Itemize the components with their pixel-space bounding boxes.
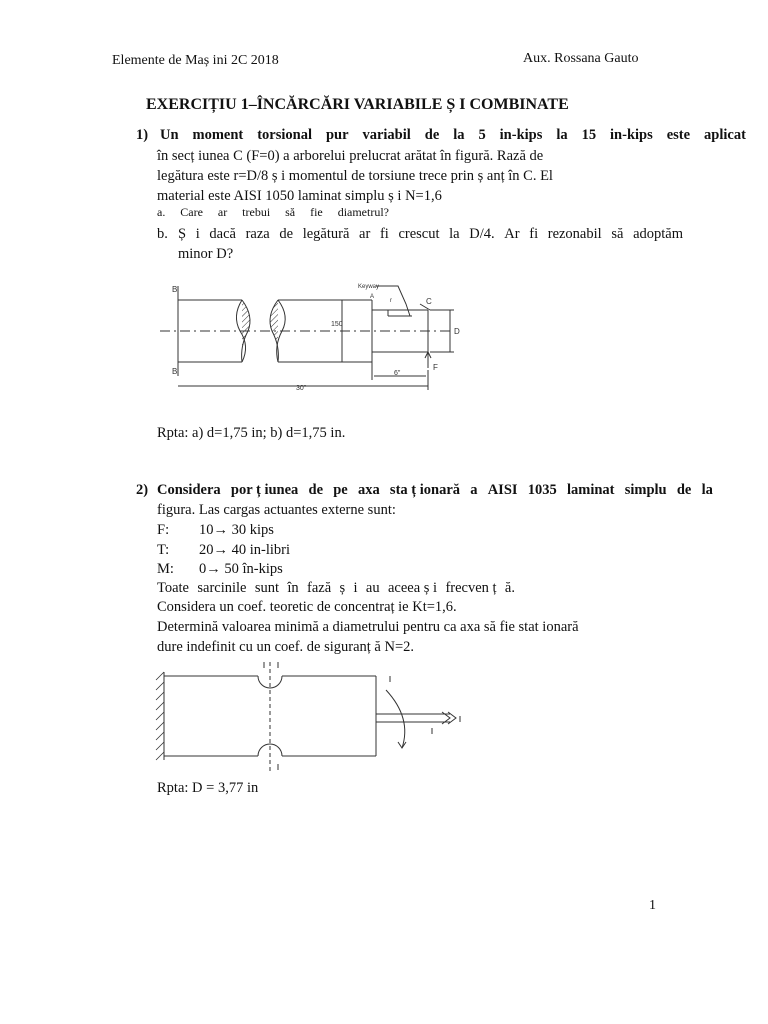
- shaft-figure: [150, 278, 470, 402]
- word: la: [453, 127, 465, 143]
- word: la: [449, 226, 460, 242]
- word: rezonabil: [547, 226, 602, 242]
- q1-line4: material este AISI 1050 laminat simplu ș i N=1,6: [157, 188, 442, 204]
- word: axa: [357, 482, 380, 498]
- word: por ț iunea: [230, 482, 299, 498]
- load-t-value: 20→ 40 in-libri: [199, 542, 291, 558]
- word: la: [556, 127, 568, 143]
- word: 1035: [527, 482, 557, 498]
- word: i: [195, 226, 200, 242]
- word: fi: [529, 226, 539, 242]
- q1-line1: [160, 125, 746, 145]
- word: de: [676, 482, 692, 498]
- word: torsional: [257, 127, 312, 143]
- word: ar: [359, 226, 371, 242]
- word: aceea ș i: [387, 580, 438, 596]
- word: Ș: [178, 226, 187, 242]
- q1-number: 1): [136, 127, 149, 143]
- word: moment: [192, 127, 244, 143]
- word: de: [308, 482, 324, 498]
- page-number: 1: [649, 898, 656, 913]
- word: să: [611, 226, 624, 242]
- word: raza: [245, 226, 270, 242]
- word: ș: [339, 580, 346, 596]
- page-title: EXERCIȚIU 1–ÎNCĂRCĂRI VARIABILE Ș I COMBINATE: [146, 96, 569, 113]
- label-c: C: [426, 297, 432, 306]
- word: la: [701, 482, 713, 498]
- label-b-bottom: B: [172, 367, 178, 376]
- word: de: [424, 127, 440, 143]
- word: Toate: [157, 580, 189, 596]
- label-a: A: [370, 294, 375, 300]
- q1-sub-a: [157, 205, 389, 220]
- load-f-value: 10→ 30 kips: [199, 522, 274, 538]
- word: să: [285, 205, 296, 219]
- word: frecven ț: [445, 580, 497, 596]
- word: a.: [157, 205, 166, 219]
- q2-line5: Determină valoarea minimă a diametrului pentru ca axa să fie stat ionară: [157, 619, 579, 635]
- notched-bar-figure: [150, 656, 480, 776]
- load-m-symbol: M:: [157, 561, 174, 577]
- word: sta ț ionară: [389, 482, 461, 498]
- q2-line4: Considera un coef. teoretic de concentraț ie Kt=1,6.: [157, 599, 457, 615]
- q2-line1: [157, 480, 713, 500]
- q1-line3: legătura este r=D/8 ș i momentul de torsiune trece prin ș anț în C. El: [157, 168, 553, 184]
- word: trebui: [242, 205, 271, 219]
- word: diametrul?: [337, 205, 389, 219]
- word: i: [353, 580, 358, 596]
- word: sunt: [254, 580, 280, 596]
- q1-line2: în secț iunea C (F=0) a arborelui prelucrat arătat în figură. Rază de: [157, 148, 544, 164]
- word: dacă: [209, 226, 236, 242]
- word: în: [287, 580, 299, 596]
- label-f: F: [433, 363, 438, 372]
- q1-sub-b-prefix: b.: [157, 226, 168, 242]
- word: ar: [217, 205, 228, 219]
- q2-line2: figura. Las cargas actuantes externe sunt:: [157, 502, 396, 518]
- word: a: [470, 482, 478, 498]
- word: este: [666, 127, 691, 143]
- word: sarcinile: [197, 580, 247, 596]
- word: pe: [333, 482, 348, 498]
- q1-sub-b-line2: minor D?: [178, 246, 234, 262]
- q2-line3: [157, 578, 515, 598]
- word: variabil: [362, 127, 411, 143]
- word: Ar: [504, 226, 520, 242]
- q2-answer: Rpta: D = 3,77 in: [157, 780, 259, 796]
- word: 5: [478, 127, 486, 143]
- word: au: [365, 580, 380, 596]
- label-d: D: [454, 327, 460, 336]
- word: in-kips: [610, 127, 653, 143]
- dim-150: 150: [331, 321, 343, 328]
- load-m-value: 0→ 50 în-kips: [199, 561, 283, 577]
- word: crescut: [398, 226, 440, 242]
- word: in-kips: [499, 127, 543, 143]
- word: 15: [581, 127, 597, 143]
- load-t-symbol: T:: [157, 542, 170, 558]
- word: adoptăm: [633, 226, 683, 242]
- word: Un: [160, 127, 179, 143]
- word: laminat: [566, 482, 615, 498]
- word: fie: [310, 205, 323, 219]
- q2-number: 2): [136, 482, 149, 498]
- q1-sub-b-line1: [178, 224, 683, 244]
- word: simplu: [624, 482, 667, 498]
- header-left: Elemente de Maș ini 2C 2018: [112, 53, 279, 68]
- word: legătură: [302, 226, 350, 242]
- word: pur: [325, 127, 349, 143]
- q2-line6: dure indefinit cu un coef. de siguranț ă N=2.: [157, 639, 415, 655]
- load-f-symbol: F:: [157, 522, 170, 538]
- word: fi: [379, 226, 389, 242]
- word: ă.: [504, 580, 515, 596]
- word: aplicat: [704, 127, 746, 143]
- header-right: Aux. Rossana Gauto: [523, 51, 639, 66]
- label-keyway: Keyway: [358, 284, 380, 290]
- label-b-top: B: [172, 285, 178, 294]
- word: Considera: [157, 482, 221, 498]
- dim-30: 30": [296, 385, 307, 392]
- dim-6: 6": [394, 370, 401, 377]
- word: fază: [307, 580, 332, 596]
- word: AISI: [487, 482, 518, 498]
- q1-answer: Rpta: a) d=1,75 in; b) d=1,75 in.: [157, 425, 346, 441]
- word: Care: [180, 205, 203, 219]
- word: D/4.: [469, 226, 495, 242]
- label-r: r: [390, 298, 392, 304]
- word: de: [279, 226, 294, 242]
